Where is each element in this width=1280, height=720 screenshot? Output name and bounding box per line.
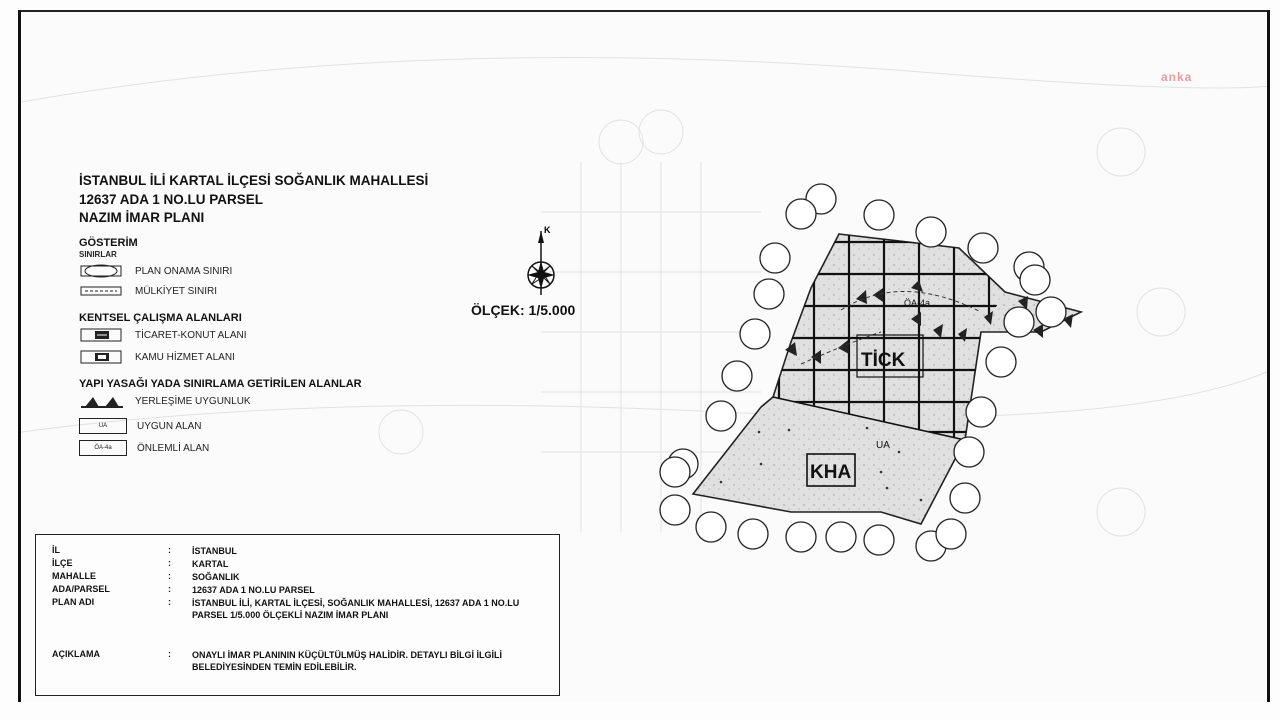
north-label: K [544, 225, 551, 235]
legend-heading: GÖSTERİM [79, 237, 138, 249]
legend-commercial-residential: TİCARET-KONUT ALANI [79, 328, 247, 342]
map-label-kha: KHA [810, 462, 852, 483]
title-line-2: 12637 ADA 1 NO.LU PARSEL [79, 191, 264, 207]
legend-plan-boundary: PLAN ONAMA SINIRI [79, 264, 232, 278]
info-box: İL : İSTANBUL İLÇE : KARTAL MAHALLE : SOĞANLIK ADA/PARSEL : 12637 ADA 1 NO.LU PARSEL PLAN ADI : İSTANBUL İLİ, KARTAL İLÇESİ, SOĞANLIK MAHALLESİ, 12637 ADA 1 NO.LU PARSEL 1/5.000 ÖLÇEKLİ NAZIM İMAR PLANI AÇIKLAMA : ONAYLI İMAR PLANININ KÜÇÜLTÜLMÜŞ HALİDİR. DETAYLI BİLGİ İLGİLİ BELEDİYESİNDEN TEMİN EDİLEBİLİR. [35, 534, 560, 696]
legend-urban-heading: KENTSEL ÇALIŞMA ALANLARI [79, 312, 242, 324]
map-label-ua: UA [876, 440, 890, 451]
legend-precaution-area: ÖA-4a ÖNLEMLİ ALAN [79, 440, 209, 456]
legend-property-boundary: MÜLKİYET SINIRI [79, 284, 217, 298]
legend-settlement-suitability: YERLEŞİME UYGUNLUK [79, 394, 251, 408]
watermark: anka [1161, 70, 1193, 84]
legend-sub-boundaries: SINIRLAR [79, 250, 117, 259]
suitable-area-symbol-icon: UA [79, 418, 127, 434]
precaution-area-symbol-icon: ÖA-4a [79, 440, 127, 456]
scale-label: ÖLÇEK: 1/5.000 [471, 302, 576, 318]
title-line-1: İSTANBUL İLİ KARTAL İLÇESİ SOĞANLIK MAHALLESİ [79, 173, 429, 188]
title-line-3: NAZIM İMAR PLANI [79, 210, 205, 225]
plan-sheet [18, 10, 1270, 702]
map-label-tick: TİCK [861, 350, 906, 371]
map-label-oa: ÖA-4a [904, 298, 931, 308]
legend-suitable-area: UA UYGUN ALAN [79, 418, 201, 434]
legend-restriction-heading: YAPI YASAĞI YADA SINIRLAMA GETİRİLEN ALANLAR [79, 378, 362, 390]
legend-public-service: KAMU HİZMET ALANI [79, 350, 235, 364]
